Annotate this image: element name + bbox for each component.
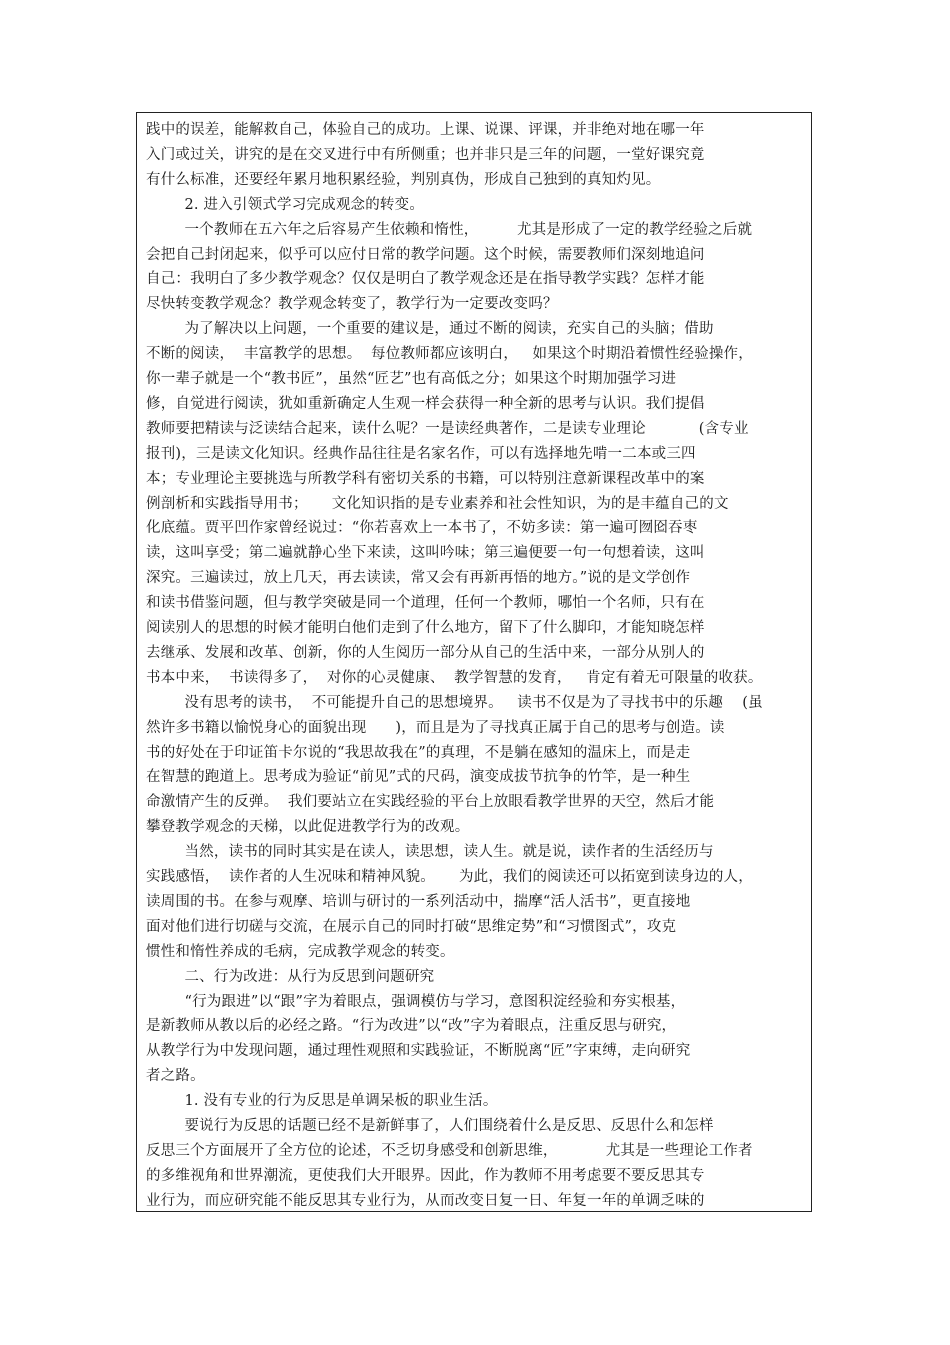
text-line: 报刊)，三是读文化知识。经典作品往往是名家名作，可以有选择地先啃一二本或三四 (146, 445, 696, 462)
text-line: 化底蕴。贾平凹作家曾经说过：“你若喜欢上一本书了，不妨多读：第一遍可囫囵吞枣 (146, 520, 698, 537)
text-line: 读周围的书。在参与观摩、培训与研讨的一系列活动中，揣摩“活人活书”，更直接地 (146, 893, 691, 910)
text-line: 惯性和惰性养成的毛病，完成教学观念的转变。 (146, 943, 455, 960)
text-line: “行为跟进”以“跟”字为着眼点，强调模仿与学习，意图积淀经验和夯实根基， (146, 993, 686, 1010)
text-line: 践中的误差，能解救自己，体验自己的成功。上课、说课、评课，并非绝对地在哪一年 (146, 122, 705, 138)
text-line: 反思三个方面展开了全方位的论述，不乏切身感受和创新思维， 尤其是一些理论工作者 (146, 1142, 753, 1159)
text-line: 命激情产生的反弹。 我们要站立在实践经验的平台上放眼看教学世界的天空，然后才能 (146, 794, 715, 811)
text-line: 深究。三遍读过，放上几天，再去读读，常又会有再新再悟的地方。”说的是文学创作 (146, 570, 691, 587)
text-line: 本；专业理论主要挑选与所教学科有密切关系的书籍，可以特别注意新课程改革中的案 (146, 470, 705, 487)
text-line: 在智慧的跑道上。思考成为验证“前见”式的尺码，演变成拔节抗争的竹竿，是一种生 (146, 769, 691, 786)
text-line: 会把自己封闭起来，似乎可以应付日常的教学问题。这个时候，需要教师们深刻地追问 (146, 246, 705, 263)
text-line: 尽快转变教学观念？教学观念转变了，教学行为一定要改变吗？ (146, 296, 558, 313)
text-line: 有什么标准，还要经年累月地积累经验，判别真伪，形成自己独到的真知灼见。 (146, 171, 661, 188)
text-line: 阅读别人的思想的时候才能明白他们走到了什么地方，留下了什么脚印，才能知晓怎样 (146, 620, 705, 636)
text-line: 面对他们进行切磋与交流，在展示自己的同时打破“思维定势”和“习惯图式”，攻克 (146, 918, 677, 935)
text-line: 修，自觉进行阅读，犹如重新确定人生观一样会获得一种全新的思考与认识。我们提倡 (146, 395, 705, 412)
text-line: 攀登教学观念的天梯，以此促进教学行为的改观。 (146, 819, 470, 836)
text-line: 然许多书籍以愉悦身心的面貌出现 )，而且是为了寻找真正属于自己的思考与创造。读 (146, 719, 725, 736)
text-line: 书本中来， 书读得多了， 对你的心灵健康、 教学智慧的发育， 肯定有着无可限量的收获。 (146, 669, 763, 686)
text-line: 入门或过关，讲究的是在交叉进行中有所侧重；也并非只是三年的问题，一堂好课究竟 (146, 146, 705, 163)
text-line: 没有思考的读书， 不可能提升自己的思想境界。 读书不仅是为了寻找书中的乐趣 (虽 (146, 694, 763, 711)
text-line: 不断的阅读， 丰富教学的思想。 每位教师都应该明白， 如果这个时期沿着惯性经验操作， (146, 346, 753, 363)
text-line: 一个教师在五六年之后容易产生依赖和惰性， 尤其是形成了一定的教学经验之后就 (146, 221, 753, 238)
text-line: 者之路。 (146, 1068, 205, 1085)
text-line: 和读书借鉴问题，但与教学突破是同一个道理，任何一个教师，哪怕一个名师，只有在 (146, 595, 705, 612)
text-line: 教师要把精读与泛读结合起来，读什么呢？一是读经典著作，二是读专业理论 (含专业 (146, 420, 749, 437)
text-line: 实践感悟， 读作者的人生况味和精神风貌。 为此，我们的阅读还可以拓宽到读身边的人， (146, 869, 753, 885)
text-line: 1. 没有专业的行为反思是单调呆板的职业生活。 (146, 1093, 498, 1110)
text-line: 例剖析和实践指导用书； 文化知识指的是专业素养和社会性知识，为的是丰蕴自己的文 (146, 495, 729, 512)
text-line: 业行为，而应研究能不能反思其专业行为，从而改变日复一日、年复一年的单调乏味的 (146, 1192, 705, 1209)
text-line: 二、行为改进：从行为反思到问题研究 (146, 968, 435, 985)
text-line: 2. 进入引领式学习完成观念的转变。 (146, 196, 425, 213)
text-line: 为了解决以上问题，一个重要的建议是，通过不断的阅读，充实自己的头脑；借助 (146, 321, 714, 338)
text-line: 你一辈子就是一个“教书匠”，虽然“匠艺”也有高低之分；如果这个时期加强学习进 (146, 371, 677, 387)
text-line: 读，这叫享受；第二遍就静心坐下来读，这叫吟味；第三遍便要一句一句想着读，这叫 (146, 545, 705, 562)
text-line: 的多维视角和世界潮流，更使我们大开眼界。因此，作为教师不用考虑要不要反思其专 (146, 1167, 705, 1184)
text-line: 要说行为反思的话题已经不是新鲜事了，人们围绕着什么是反思、反思什么和怎样 (146, 1118, 714, 1134)
text-line: 当然，读书的同时其实是在读人，读思想，读人生。就是说，读作者的生活经历与 (146, 844, 714, 861)
text-line: 从教学行为中发现问题，通过理性观照和实践验证，不断脱离“匠”字束缚，走向研究 (146, 1043, 691, 1060)
text-line: 书的好处在于印证笛卡尔说的“我思故我在”的真理，不是躺在感知的温床上，而是走 (146, 744, 691, 761)
text-line: 去继承、发展和改革、创新，你的人生阅历一部分从自己的生活中来，一部分从别人的 (146, 644, 705, 661)
text-line: 自己：我明白了多少教学观念？仅仅是明白了教学观念还是在指导教学实践？怎样才能 (146, 271, 705, 288)
text-line: 是新教师从教以后的必经之路。“行为改进”以“改”字为着眼点，注重反思与研究， (146, 1018, 677, 1035)
